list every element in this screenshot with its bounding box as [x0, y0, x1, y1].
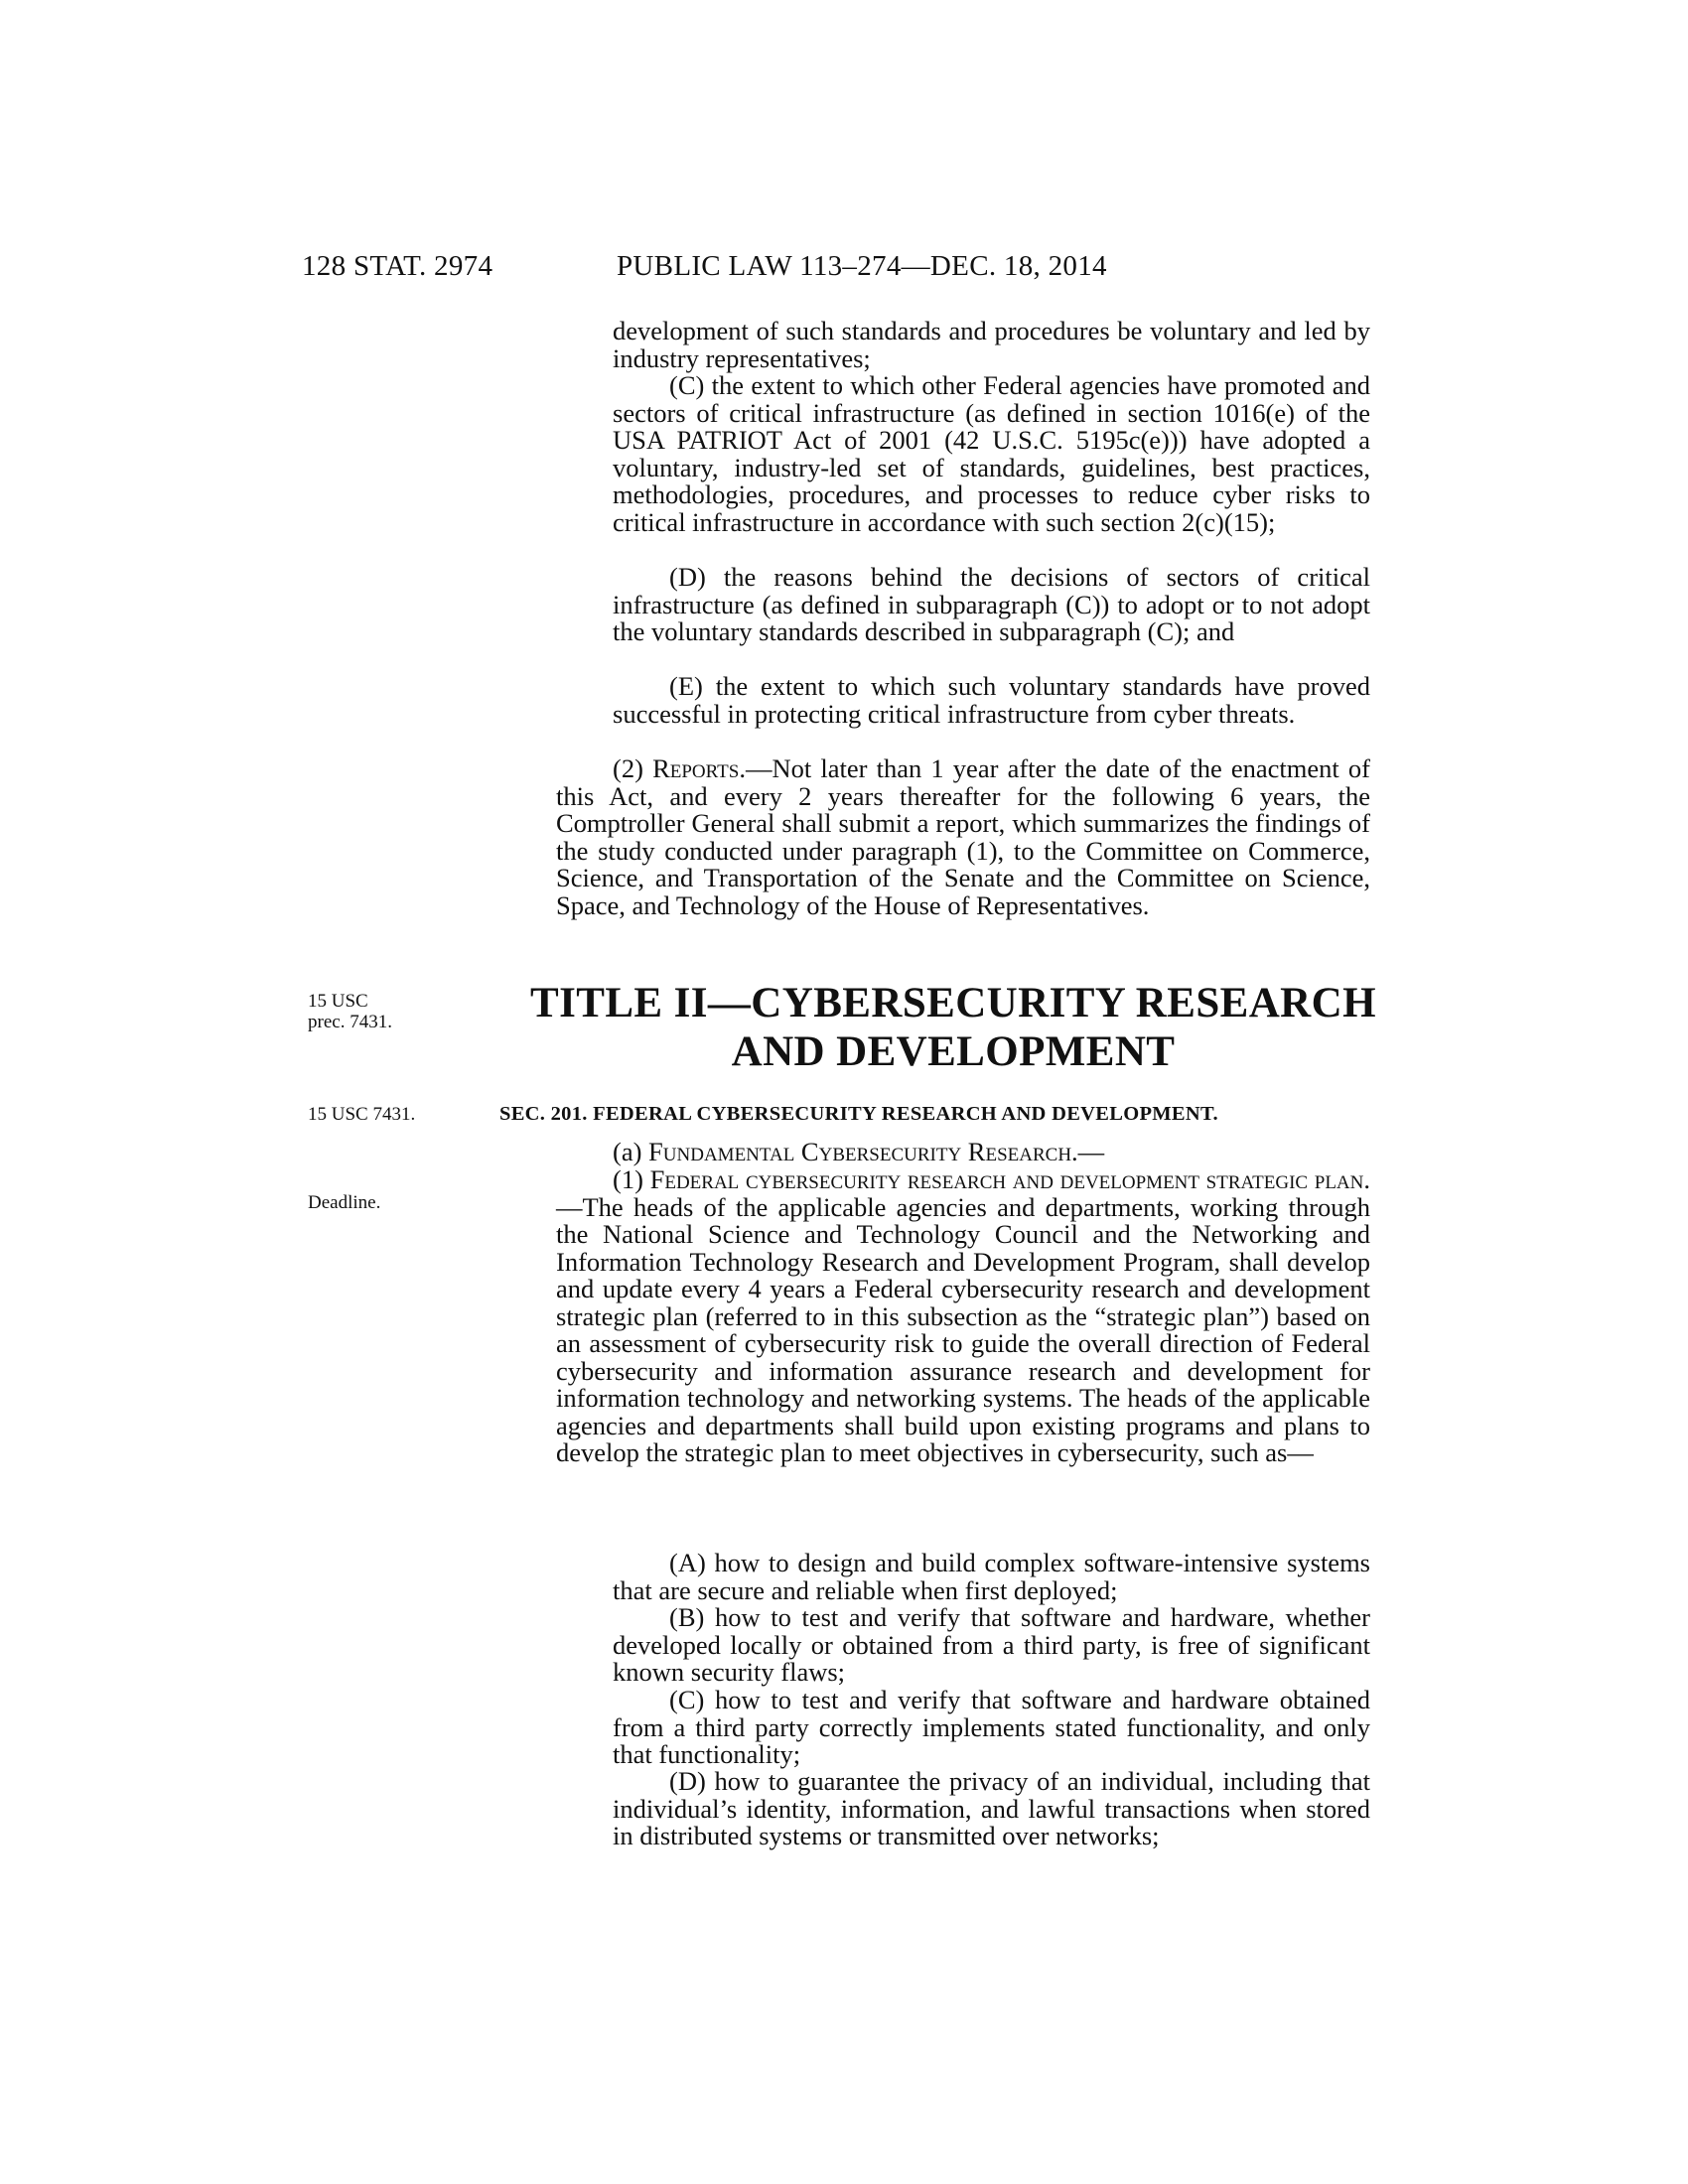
subparagraph-B — [613, 1604, 1370, 1687]
paragraph-text — [556, 1166, 1370, 1467]
margin-note-title — [308, 991, 392, 1032]
subparagraph-text: (C) how to test and verify that software and hardware obtained from a third party correctly implements stated functionality, and only that functionality; — [613, 1685, 1370, 1769]
margin-note-line: 15 USC — [308, 991, 368, 1012]
title-heading — [496, 979, 1410, 1076]
subparagraph-text: (D) the reasons behind the decisions of sectors of critical infrastructure (as defined in subparagraph (C)) to adopt or to not adopt the voluntary standards described in subparagraph (C); and — [613, 562, 1370, 646]
subparagraph-D — [613, 1768, 1370, 1850]
section-heading: SEC. 201. FEDERAL CYBERSECURITY RESEARCH AND DEVELOPMENT. — [499, 1103, 1218, 1125]
paragraph-number: (1) — [613, 1164, 650, 1194]
subparagraph-text: (C) the extent to which other Federal agencies have promoted and sectors of critical infrastructure (as defined in section 1016(e) of the USA PATRIOT Act of 2001 (42 U.S.C. 5195c(e))) have adopted a voluntary, industry-led set of standards, guidelines, best practices, methodologies, procedures, and processes to reduce cyber risks to critical infrastructure in accordance with such section 2(c)(15); — [613, 370, 1370, 537]
margin-note-section: 15 USC 7431. — [308, 1104, 416, 1125]
subsection-a-heading — [556, 1139, 1370, 1166]
running-header: PUBLIC LAW 113–274—DEC. 18, 2014 — [617, 250, 1107, 282]
paragraph-body: .—The heads of the applicable agencies and departments, working through the National Science and Technology Council and the Networking and Information Technology Research and Development Program, shall develop and update every 4 years a Federal cybersecurity research and development strategic plan (referred to in this subsection as the “strategic plan”) based on an assessment of cybersecurity risk to guide the overall direction of Federal cybersecurity and information assurance research and development for information technology and networking systems. The heads of the applicable agencies and departments shall build upon existing programs and plans to develop the strategic plan to meet objectives in cybersecurity, such as— — [556, 1164, 1371, 1467]
subparagraph-D — [613, 564, 1370, 646]
subparagraph-text: (E) the extent to which such voluntary standards have proved successful in protecting critical infrastructure from cyber threats. — [613, 671, 1370, 729]
paragraph-1-strategic-plan — [556, 1166, 1370, 1467]
subsection-dash: .— — [1071, 1137, 1105, 1166]
title-line: TITLE II—CYBERSECURITY RESEARCH — [530, 980, 1376, 1026]
statute-page-number: 128 STAT. 2974 — [302, 250, 493, 282]
paragraph-number: (2) — [613, 753, 653, 783]
continued-paragraph — [613, 318, 1370, 372]
paragraph-continuation: development of such standards and procedures be voluntary and led by industry representatives; — [613, 316, 1370, 373]
paragraph-2-reports — [556, 755, 1370, 919]
subsection-heading-text — [556, 1139, 1370, 1166]
paragraph-heading: Reports — [652, 753, 740, 783]
paragraph-text — [556, 755, 1370, 919]
subsection-number: (a) — [613, 1137, 649, 1166]
margin-note-deadline: Deadline. — [308, 1192, 381, 1213]
subparagraph-E — [613, 673, 1370, 728]
paragraph-body: .—Not later than 1 year after the date of the enactment of this Act, and every 2 years thereafter for the following 6 years, the Comptroller General shall submit a report, which summarizes the findings of the study conducted under paragraph (1), to the Committee on Commerce, Science, and Transportation of the Senate and the Committee on Science, Space, and Technology of the House of Representatives. — [556, 753, 1370, 920]
subparagraph-text: (B) how to test and verify that software and hardware, whether developed locally or obtained from a third party, is free of significant known security flaws; — [613, 1602, 1370, 1687]
subparagraph-A — [613, 1550, 1370, 1604]
subparagraph-C — [613, 372, 1370, 536]
paragraph-heading: Federal cybersecurity research and development strategic plan — [649, 1164, 1364, 1194]
subparagraph-C — [613, 1687, 1370, 1769]
margin-note-line: prec. 7431. — [308, 1012, 392, 1032]
subparagraph-text: (D) how to guarantee the privacy of an individual, including that individual’s identity, information, and lawful transactions when stored in distributed systems or transmitted over networks; — [613, 1766, 1370, 1850]
subparagraph-text: (A) how to design and build complex software-intensive systems that are secure and reliable when first deployed; — [613, 1548, 1370, 1605]
title-line: AND DEVELOPMENT — [731, 1028, 1176, 1075]
subsection-heading: Fundamental Cybersecurity Research — [648, 1137, 1072, 1166]
